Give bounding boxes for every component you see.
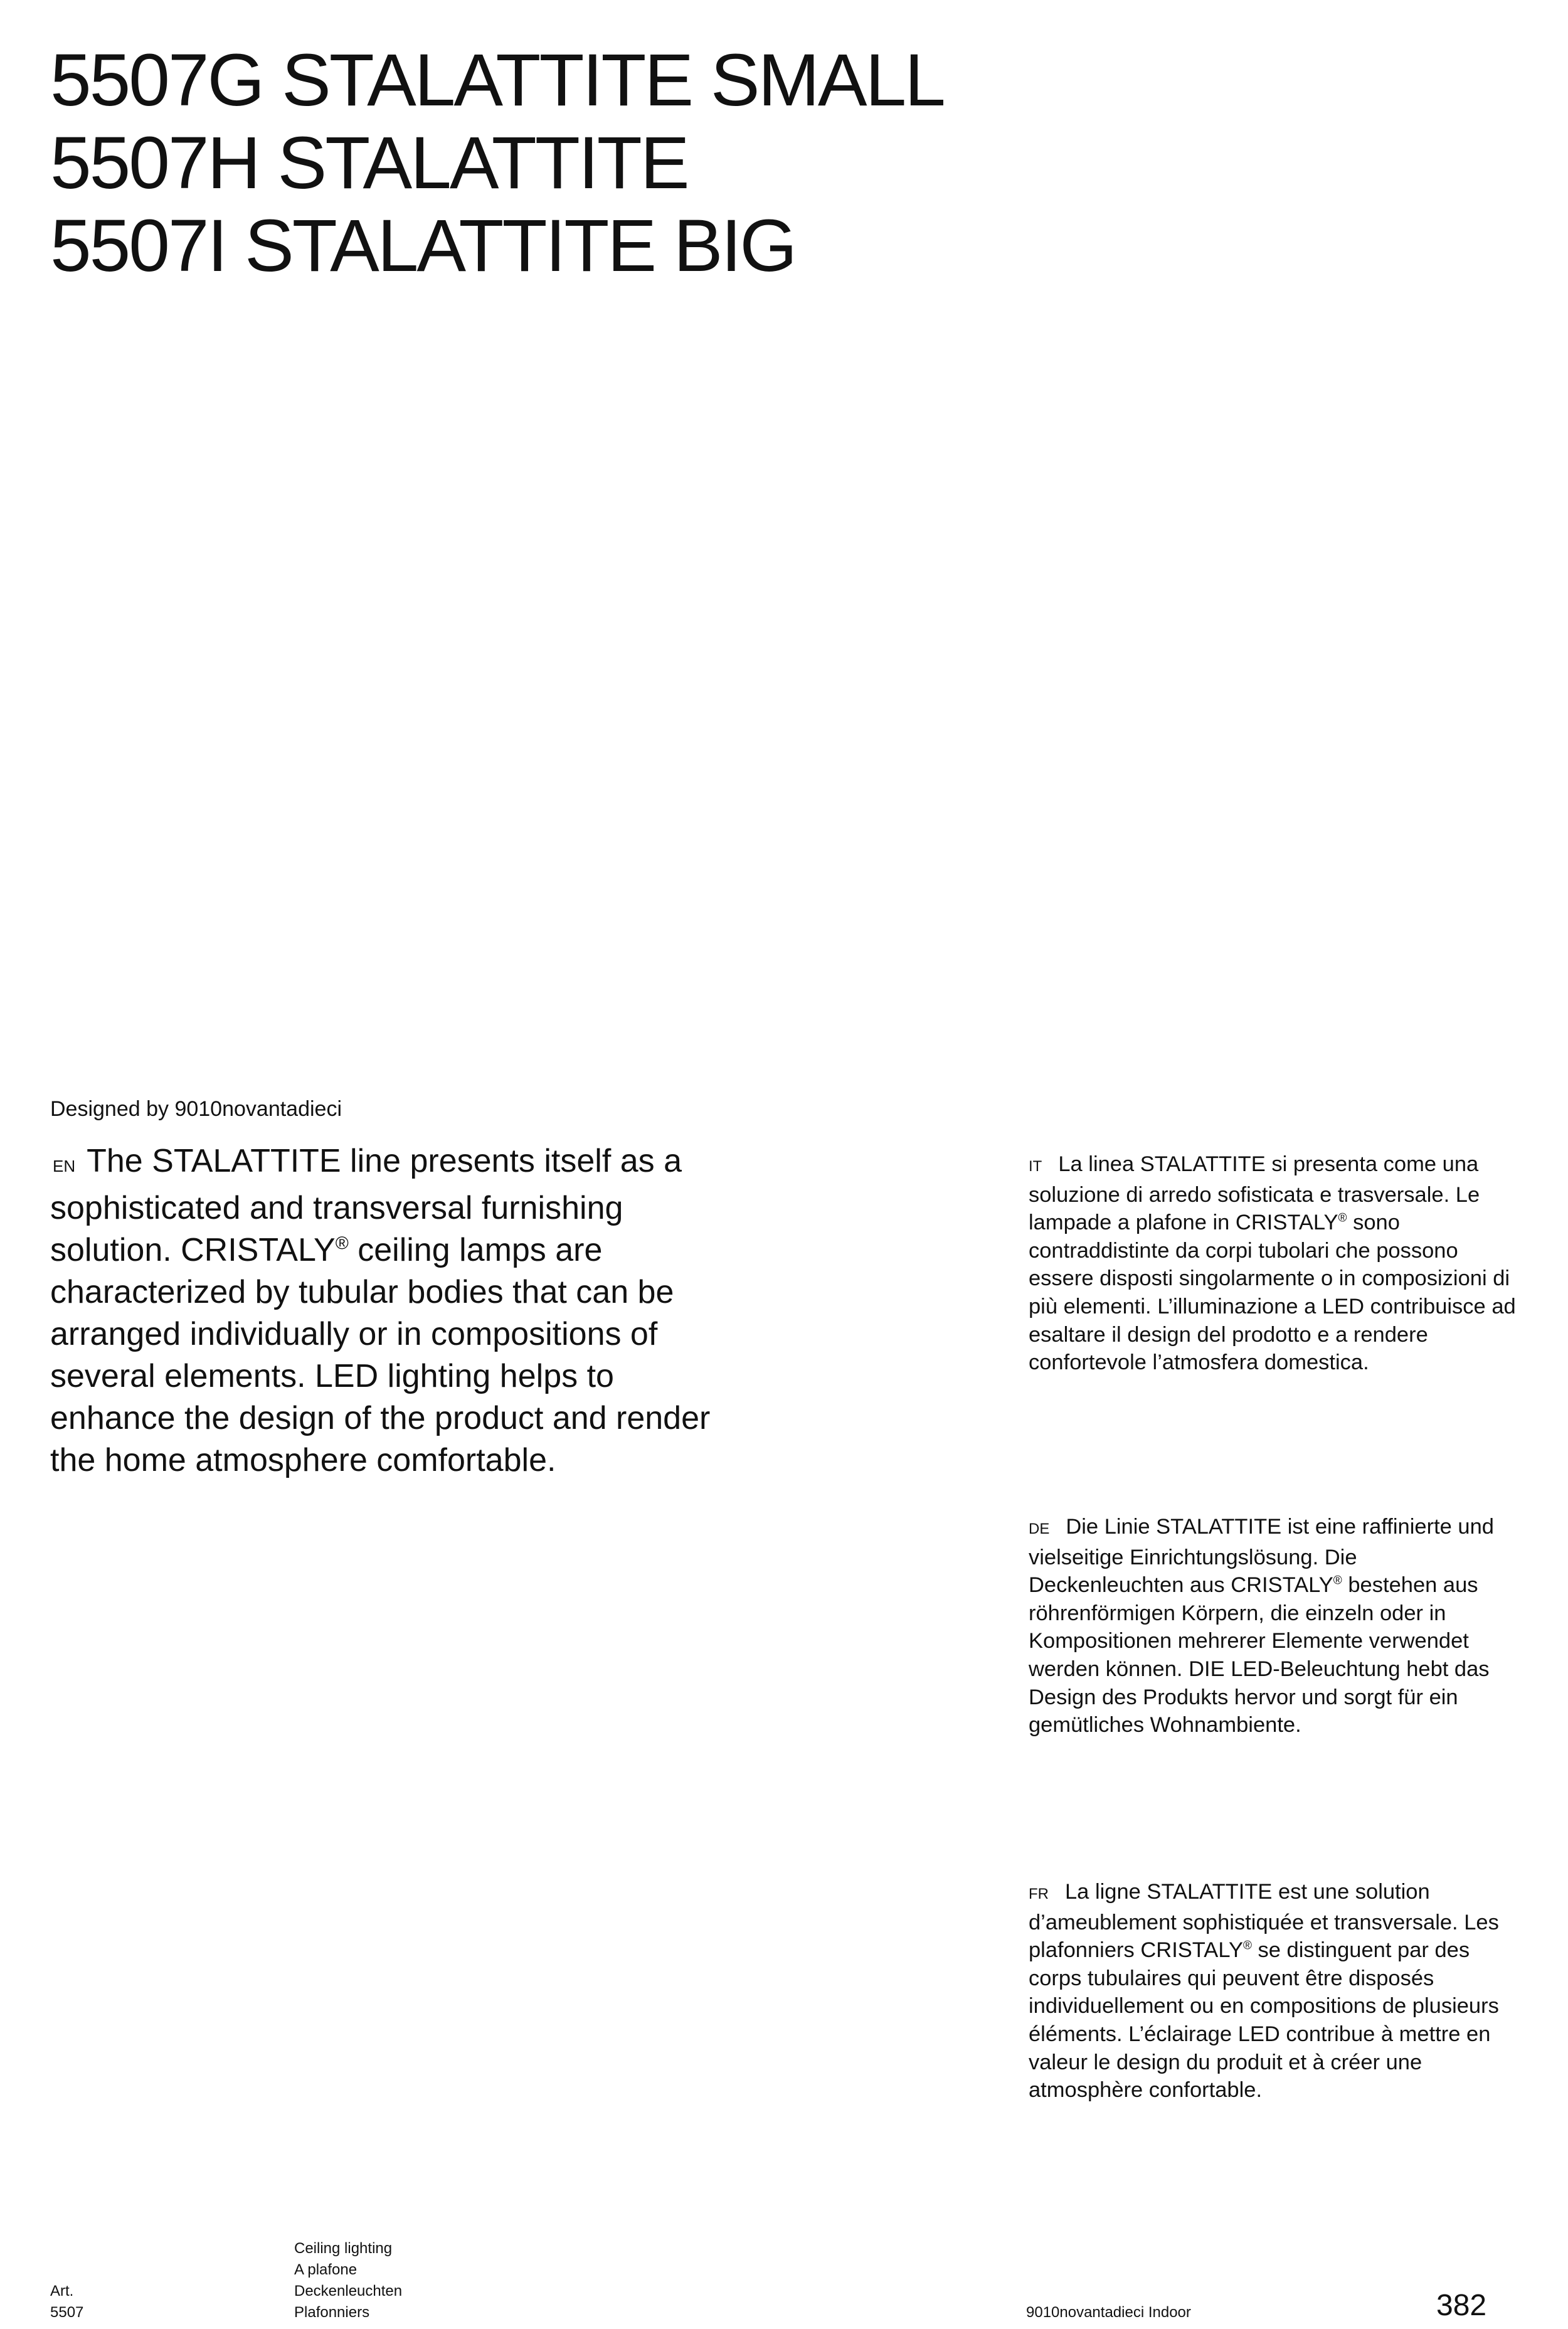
footer-brand-section: 9010novantadieci Indoor	[1026, 2304, 1191, 2321]
footer-category-en: Ceiling lighting	[294, 2240, 393, 2257]
lang-tag-de: DE	[1029, 1520, 1050, 1537]
description-it	[1029, 1150, 1518, 1377]
description-de	[1029, 1513, 1518, 1739]
registered-mark: ®	[1333, 1574, 1342, 1588]
description-de-text-1: Die Linie STALATTITE ist eine raffinierte und vielseitige Einrichtungslösung. Die Deckenleuchten aus CRISTALY	[1029, 1515, 1494, 1598]
product-title-medium: 5507H STALATTITE	[50, 122, 688, 204]
description-fr	[1029, 1878, 1518, 2104]
description-fr-text-1: La ligne STALATTITE est une solution d’ameublement sophistiquée et transversale. Les plafonniers CRISTALY	[1029, 1880, 1499, 1963]
product-title-small: 5507G STALATTITE SMALL	[50, 39, 944, 122]
lang-tag-it: IT	[1029, 1158, 1042, 1175]
lang-tag-en: EN	[53, 1157, 76, 1175]
description-en	[50, 1140, 728, 1482]
product-title-big: 5507I STALATTITE BIG	[50, 204, 796, 287]
description-de-text-2: bestehen aus röhrenförmigen Körpern, die einzeln oder in Kompositionen mehrerer Elemente verwendet werden können. DIE LED-Beleuchtung hebt das Design des Produkts hervor und sorgt für ein gemütliches Wohnambiente.	[1029, 1573, 1490, 1737]
product-titles	[50, 39, 1305, 287]
description-en-text-1: The STALATTITE line presents itself as a sophisticated and transversal furnishing solution. CRISTALY	[50, 1143, 682, 1268]
description-en-text-2: ceiling lamps are characterized by tubular bodies that can be arranged individually or in compositions of several elements. LED lighting helps to enhance the design of the product and render the home atmosphere comfortable.	[50, 1232, 711, 1478]
description-it-text-1: La linea STALATTITE si presenta come una soluzione di arredo sofisticata e trasversale. Le lampade a plafone in CRISTALY	[1029, 1152, 1480, 1235]
lang-tag-fr: FR	[1029, 1886, 1049, 1902]
page-number: 382	[1436, 2289, 1487, 2322]
registered-mark: ®	[1338, 1211, 1347, 1225]
registered-mark: ®	[1242, 1939, 1252, 1953]
footer-category-it: A plafone	[294, 2261, 358, 2278]
footer-article-label: Art.	[50, 2283, 74, 2300]
footer-article-number: 5507	[50, 2304, 84, 2321]
designer-credit: Designed by 9010novantadieci	[50, 1097, 342, 1121]
description-it-text-2: sono contraddistinte da corpi tubolari che possono essere disposti singolarmente o in composizioni di più elementi. L’illuminazione a LED contribuisce ad esaltare il design del prodotto e a rendere confortevole l’atmosfera domestica.	[1029, 1211, 1516, 1375]
registered-mark: ®	[335, 1233, 349, 1254]
footer-category-de: Deckenleuchten	[294, 2283, 403, 2300]
footer-categories	[294, 2238, 402, 2323]
footer-article	[50, 2281, 83, 2323]
description-fr-text-2: se distinguent par des corps tubulaires qui peuvent être disposés individuellement ou en compositions de plusieurs éléments. L’éclairage LED contribue à mettre en valeur le design du produit et à créer une atmosphère confortable.	[1029, 1938, 1499, 2103]
footer-category-fr: Plafonniers	[294, 2304, 370, 2321]
